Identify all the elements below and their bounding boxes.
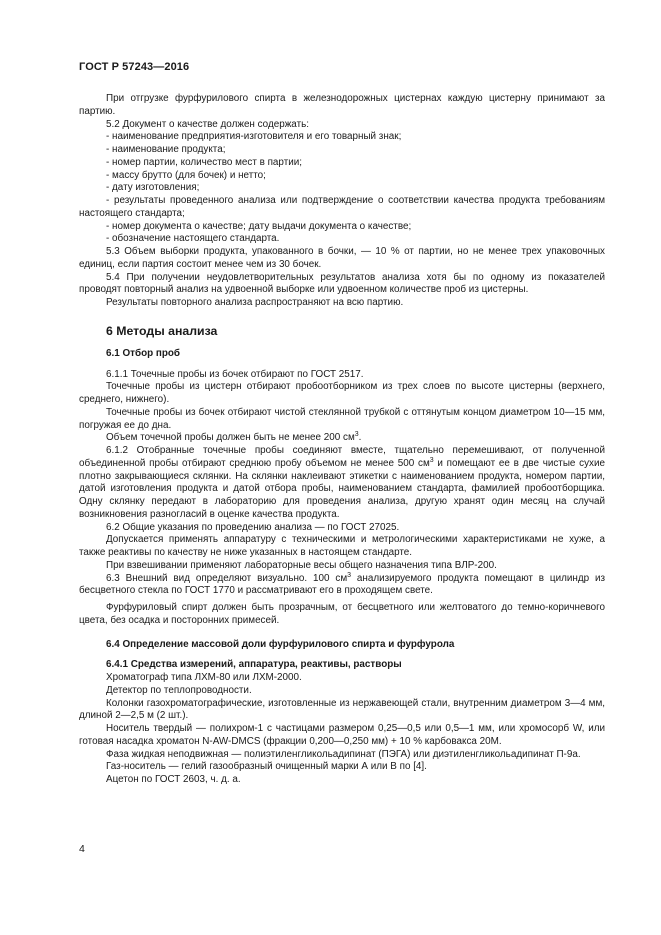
paragraph-6-1-2 bbox=[79, 445, 605, 522]
text: и помещают ее в две чистые сухие плотно закрывающиеся склянки. На склянки наклеивают этикетки с наименованием продукта, номером партии, датой изготовления продукта и датой отбора пробы, наименованием стандарта, фамилией пробоотборщика. Одну склянку передают в лабораторию для проведения анализа, другую хранят один месяц на случай возникновения разногласий в оценке качества продукта. bbox=[79, 457, 605, 520]
page-body bbox=[79, 93, 605, 787]
list-item: - результаты проведенного анализа или подтверждение о соответствии качества продукта требованиям настоящего стандарта; bbox=[79, 195, 605, 219]
standard-header: ГОСТ Р 57243—2016 bbox=[79, 61, 190, 73]
list-item: - дату изготовления; bbox=[106, 182, 200, 194]
text: 6.1.2 Отобранные точечные пробы соединяют вместе, тщательно перемешивают, от полученной объединенной пробы отбирают среднюю пробу объемом не менее 500 см bbox=[79, 445, 605, 469]
paragraph-tank-acceptance: При отгрузке фурфурилового спирта в железнодорожных цистернах каждую цистерну принимают за партию. bbox=[79, 93, 605, 117]
paragraph-scales: При взвешивании применяют лабораторные весы общего назначения типа ВЛР-200. bbox=[106, 559, 497, 571]
paragraph-carrier: Носитель твердый — полихром-1 с частицами размером 0,25—0,5 или 0,5—1 мм, или хромосорб W, или готовая насадка хроматон N-AW-DMCS (фракции 0,200—0,250 мм) + 10 % карбовакса 20М. bbox=[79, 723, 605, 747]
paragraph-6-1-1: 6.1.1 Точечные пробы из бочек отбирают по ГОСТ 2517. bbox=[106, 368, 364, 380]
section-title: 6 Методы анализа bbox=[106, 323, 218, 338]
paragraph-5-2: 5.2 Документ о качестве должен содержать: bbox=[106, 118, 309, 130]
paragraph-6-3 bbox=[79, 573, 605, 599]
list-item: - обозначение настоящего стандарта. bbox=[106, 233, 280, 245]
superscript: 3 bbox=[354, 431, 359, 439]
list-item: - наименование предприятия-изготовителя и его товарный знак; bbox=[106, 131, 402, 143]
list-item: - массу брутто (для бочек) и нетто; bbox=[106, 169, 266, 181]
paragraph-5-3: 5.3 Объем выборки продукта, упакованного в бочки, — 10 % от партии, но не менее трех упаковочных единиц, если партия состоит менее чем из 30 бочек. bbox=[79, 246, 605, 270]
paragraph-6-2: 6.2 Общие указания по проведению анализа — по ГОСТ 27025. bbox=[106, 521, 400, 533]
paragraph-detector: Детектор по теплопроводности. bbox=[106, 684, 252, 696]
paragraph-liquid-phase: Фаза жидкая неподвижная — полиэтиленгликольадипинат (ПЭГА) или диэтиленгликольадипинат П-9а. bbox=[106, 748, 581, 760]
paragraph-tank-samples: Точечные пробы из цистерн отбирают пробоотборником из трех слоев по высоте цистерны (верхнего, среднего, нижнего). bbox=[79, 381, 605, 405]
paragraph-equipment: Допускается применять аппаратуру с техническими и метрологическими характеристиками не хуже, а также реактивы по качеству не ниже указанных в настоящем стандарте. bbox=[79, 534, 605, 558]
text: Объем точечной пробы должен быть не менее 200 см bbox=[106, 432, 355, 444]
list-item: - наименование продукта; bbox=[106, 144, 226, 155]
paragraph-5-4: 5.4 При получении неудовлетворительных результатов анализа хотя бы по одному из показателей проводят повторный анализ на удвоенной выборке или удвоенном количестве проб из цистерны. bbox=[79, 271, 605, 296]
paragraph-carrier-gas: Газ-носитель — гелий газообразный очищенный марки А или В по [4]. bbox=[106, 761, 427, 773]
superscript: 3 bbox=[347, 571, 352, 579]
paragraph-barrel-samples: Точечные пробы из бочек отбирают чистой стеклянной трубкой с оттянутым концом диаметром 10—15 мм, погружая ее до дна. bbox=[79, 406, 605, 431]
list-item: - номер документа о качестве; дату выдачи документа о качестве; bbox=[106, 220, 412, 232]
paragraph-acetone: Ацетон по ГОСТ 2603, ч. д. а. bbox=[106, 774, 241, 785]
text: анализируемого продукта помещают в цилиндр из бесцветного стекла по ГОСТ 1770 и рассматривают его в проходящем свете. bbox=[79, 572, 605, 597]
quality-document-list bbox=[79, 131, 605, 246]
subsubsection-title: 6.4.1 Средства измерений, аппаратура, реактивы, растворы bbox=[106, 659, 402, 671]
list-item: - номер партии, количество мест в партии; bbox=[106, 156, 302, 168]
paragraph-repeat-results: Результаты повторного анализа распространяют на всю партию. bbox=[106, 297, 404, 308]
superscript: 3 bbox=[429, 456, 434, 464]
paragraph-color: Фурфуриловый спирт должен быть прозрачным, от бесцветного или желтоватого до темно-коричневого цвета, без осадка и посторонних примесей. bbox=[79, 602, 605, 626]
paragraph-columns: Колонки газохроматографические, изготовленные из нержавеющей стали, внутренним диаметром 3—4 мм, длиной 2—2,5 м (2 шт.). bbox=[79, 697, 605, 722]
subsection-title: 6.4 Определение массовой доли фурфурилового спирта и фурфурола bbox=[106, 638, 455, 650]
subsection-title: 6.1 Отбор проб bbox=[106, 347, 181, 359]
text: . bbox=[358, 432, 362, 444]
paragraph-chromatograph: Хроматограф типа ЛХМ-80 или ЛХМ-2000. bbox=[106, 672, 302, 683]
paragraph-sample-volume bbox=[79, 432, 605, 445]
text: 6.3 Внешний вид определяют визуально. 100 см bbox=[106, 572, 348, 584]
page-number: 4 bbox=[79, 843, 85, 855]
